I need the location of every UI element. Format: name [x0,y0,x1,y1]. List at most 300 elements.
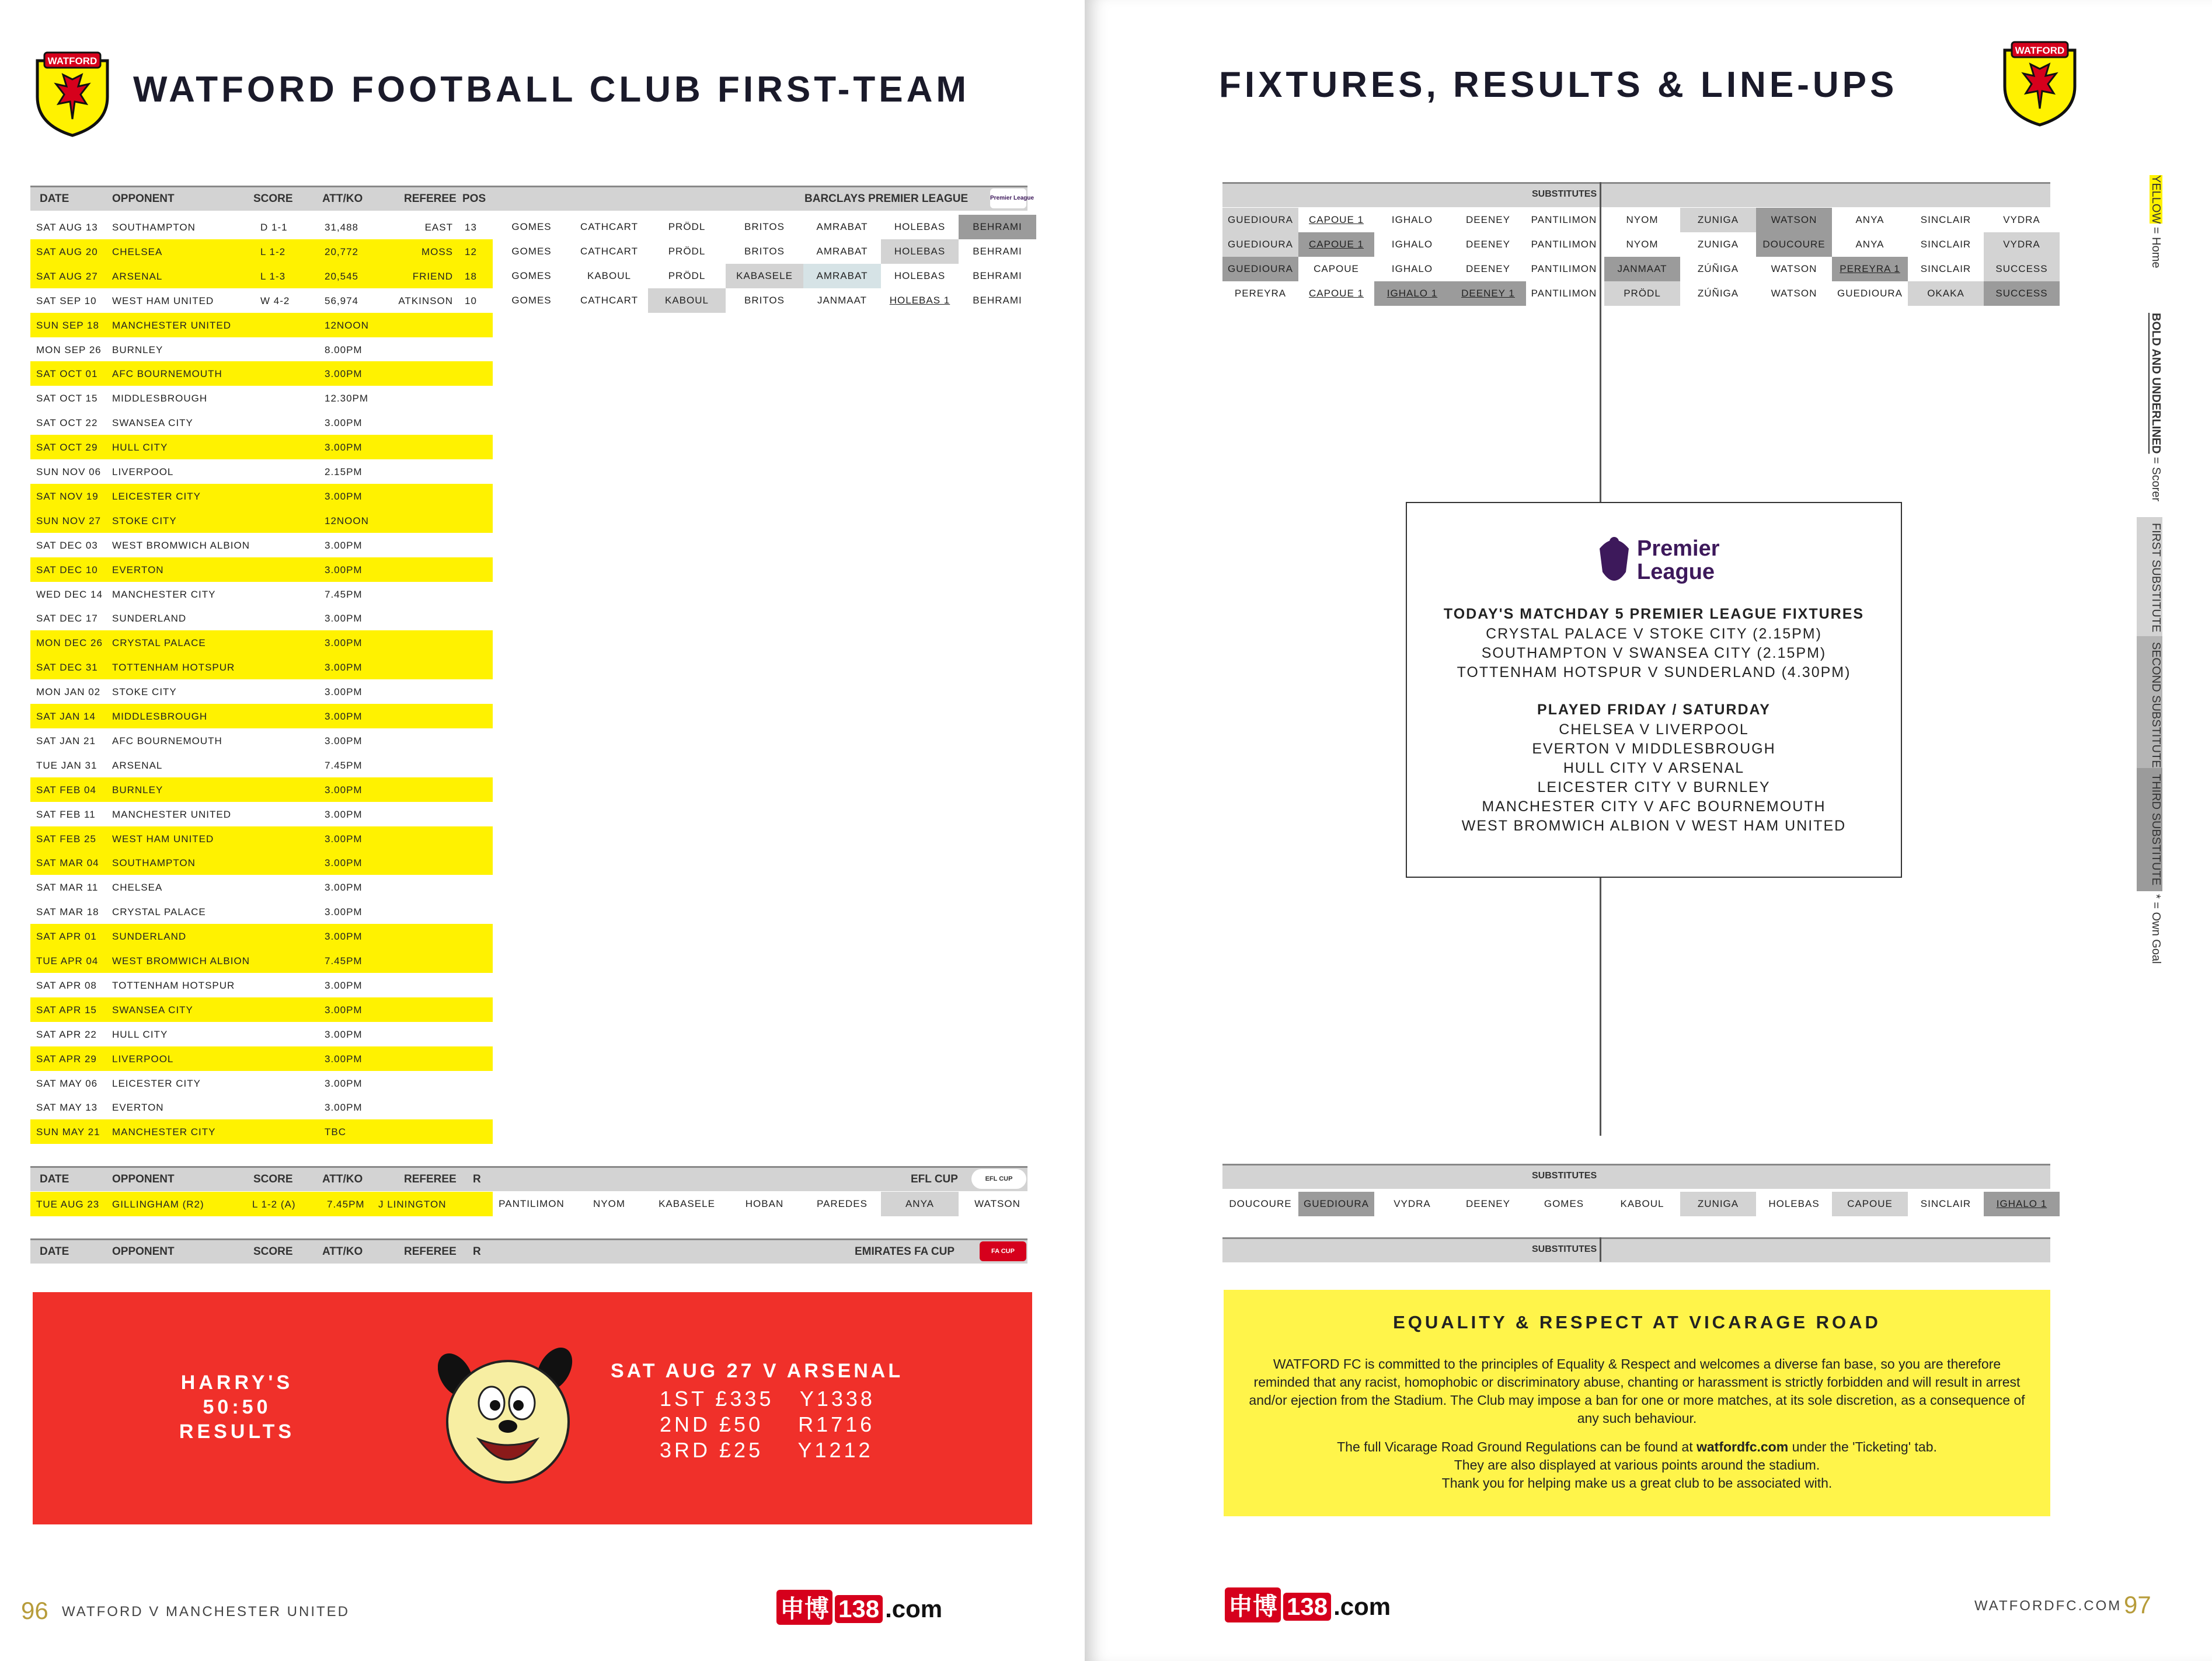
fixture-ko: 3.00PM [325,1102,363,1114]
player-cell: GUEDIOURA [1222,208,1298,232]
fixture-opp: MANCHESTER UNITED [112,319,232,331]
fixture-row [30,655,493,679]
player-cell: PRÖDL [668,221,706,232]
fixture-opp: STOKE CITY [112,515,177,526]
colour-key-legend [2137,175,2172,992]
fixture-opp: EVERTON [112,564,164,575]
fixture-row [30,386,493,410]
left-page [0,0,1085,1661]
player-cell: CATHCART [580,221,638,232]
fa-cup-logo: FA CUP [980,1241,1026,1261]
page-title-right: FIXTURES, RESULTS & LINE-UPS [1219,65,1898,105]
fixture-date: SAT JAN 14 [36,711,96,722]
player-cell: KABOUL [648,288,726,313]
header-attko: ATT/KO [322,1245,363,1258]
player-cell: CAPOUE [1314,263,1359,274]
header-date: DATE [40,1245,69,1258]
sub-cell: NYOM [1626,214,1659,225]
player-cell: PRÖDL [668,245,706,257]
player-cell: CAPOUE 1 [1309,287,1364,299]
harry-result-3: 3RD £25 Y1212 [660,1438,873,1462]
fixture-date: SAT NOV 19 [36,490,99,502]
fixture-date: SAT MAR 18 [36,906,99,918]
fixture-row [30,802,493,826]
fixture-date: SAT APR 01 [36,931,97,943]
harry-title-1: HARRY'S [180,1372,294,1394]
fixture-score: L 1-2 [260,246,286,257]
sub-cell: VYDRA [1984,232,2060,257]
efl-score: L 1-2 (A) [252,1199,296,1210]
fixture-date: SUN NOV 27 [36,515,102,526]
pl-logo-line1: Premier [1637,536,1720,561]
fixture-row [30,899,493,924]
fixture-row [30,557,493,582]
player-cell: DEENEY [1466,263,1510,274]
fixture-ko: 3.00PM [325,1053,363,1065]
player-cell: DEENEY [1466,1198,1510,1209]
fixture-date: SUN SEP 18 [36,319,99,331]
played-fixture: MANCHESTER CITY V AFC BOURNEMOUTH [1482,798,1826,815]
player-cell: GUEDIOURA [1222,257,1298,281]
fixture-row [30,410,493,435]
player-cell: DEENEY [1466,238,1510,250]
player-cell: PANTILIMON [1531,263,1597,274]
pl-table-header [30,186,1034,211]
player-cell: IGHALO [1391,238,1433,250]
efl-subs-header [1222,1164,2050,1189]
fixture-opp: SUNDERLAND [112,931,187,943]
player-cell: BEHRAMI [973,245,1022,257]
divider-line [1600,1237,1601,1262]
fixture-row [30,1119,493,1144]
sub-cell: NYOM [1626,238,1659,250]
premier-league-logo [1594,531,1722,589]
fixture-ko: 3.00PM [325,442,363,453]
harry-title-2: 50:50 [203,1396,271,1418]
fixture-opp: CRYSTAL PALACE [112,906,206,918]
fixture-date: SAT MAR 11 [36,882,99,894]
player-cell: PANTILIMON [1531,214,1597,225]
fixture-date: SAT MAY 13 [36,1102,98,1114]
fixture-date: SAT DEC 03 [36,539,98,551]
player-cell: HOLEBAS [894,270,946,281]
competition-name: EMIRATES FA CUP [855,1245,955,1258]
fixture-date: SAT DEC 17 [36,613,98,624]
fixture-row [30,1022,493,1046]
sub-cell: HOLEBAS [1768,1198,1820,1209]
today-fixtures-list [1407,624,1901,682]
player-cell: GOMES [1544,1198,1584,1209]
fixture-score: D 1-1 [260,222,288,233]
fixture-date: SUN NOV 06 [36,466,102,477]
header-r: R [473,1245,481,1258]
fixture-ko: 3.00PM [325,1077,363,1089]
fixture-score: L 1-3 [260,270,286,282]
fixture-date: SAT MAR 04 [36,857,99,869]
player-cell: DOUCOURE [1229,1198,1292,1209]
pl-subs-header [1222,182,2050,207]
legend-own-goal: * = Own Goal [2150,894,2162,964]
player-cell: HOLEBAS [881,239,959,264]
page-number-left: 96 [21,1597,48,1624]
player-cell: HOLEBAS 1 [889,294,950,306]
harry-title-3: RESULTS [179,1421,295,1443]
player-cell: CATHCART [580,294,638,306]
fixture-ko: 3.00PM [325,979,363,991]
legend-home: YELLOW = Home [2150,175,2162,268]
fixture-date: TUE JAN 31 [36,759,97,771]
equality-paragraph: WATFORD FC is committed to the principles of Equality & Respect and welcomes a diverse fan base, so you are therefore reminded that any racist, homophobic or discriminatory abuse, chanting or harassment is strictly forbidden and will result in arrest and/or ejection from the Stadium. The Club may impose a ban for one or more matches, at its sole discretion, as a consequence of any such behaviour. [1249,1356,2025,1426]
fa-table-header [30,1238,1027,1264]
fixture-opp: SOUTHAMPTON [112,222,196,233]
substitutes-label: SUBSTITUTES [1532,189,1597,199]
fixture-date: SAT FEB 25 [36,833,96,845]
fixture-ko: 3.00PM [325,784,363,795]
player-cell: BRITOS [744,221,785,232]
subs-row [1604,1192,2130,1216]
fixture-opp: SOUTHAMPTON [112,857,196,869]
today-fixture: CRYSTAL PALACE V STOKE CITY (2.15PM) [1486,626,1822,642]
harry-results [611,1360,903,1463]
lineup-row [493,215,1022,239]
fixture-ko: 2.15PM [325,466,363,477]
player-cell: BEHRAMI [973,270,1022,281]
fixture-date: SAT APR 29 [36,1053,97,1065]
fixture-date: TUE APR 04 [36,955,99,966]
footer-left: WATFORD V MANCHESTER UNITED [62,1604,350,1620]
thanks-line: Thank you for helping make us a great club to be associated with. [1441,1475,1833,1491]
fixture-ko: 3.00PM [325,1028,363,1040]
fixture-ko: 3.00PM [325,1004,363,1016]
competition-name: EFL CUP [911,1173,958,1185]
player-cell: GOMES [511,270,552,281]
fixture-opp: ARSENAL [112,759,163,771]
sponsor-logo-left: 申博 138 .com [776,1590,942,1625]
efl-cup-logo: EFL CUP [971,1169,1026,1189]
legend-second-sub: SECOND SUBSTITUTE [2137,636,2162,774]
fixture-opp: WEST HAM UNITED [112,295,214,306]
player-cell: GUEDIOURA [1222,232,1298,257]
fixture-date: MON DEC 26 [36,637,103,649]
fixture-row [30,435,493,459]
subs-row [1604,257,2130,281]
fixture-date: SAT OCT 15 [36,393,98,404]
fixture-ko: 3.00PM [325,613,363,624]
fixture-ko: 12.30PM [325,393,369,404]
fixture-opp: STOKE CITY [112,686,177,698]
header-opponent: OPPONENT [112,1245,175,1258]
player-cell: IGHALO 1 [1374,281,1450,306]
fixture-opp: ARSENAL [112,270,163,282]
harrys-5050-banner [33,1292,1032,1524]
harry-match: SAT AUG 27 V ARSENAL [611,1360,904,1382]
today-fixture: TOTTENHAM HOTSPUR V SUNDERLAND (4.30PM) [1457,664,1851,681]
sub-cell: SUCCESS [1984,257,2060,281]
player-cell: CATHCART [580,245,638,257]
fixture-row [30,973,493,997]
lineup-row [493,1192,1018,1216]
fixture-opp: LIVERPOOL [112,1053,174,1065]
fixture-ko: 3.00PM [325,833,363,845]
played-heading: PLAYED FRIDAY / SATURDAY [1537,702,1771,718]
fixture-opp: MANCHESTER CITY [112,1126,216,1138]
fixture-opp: MIDDLESBROUGH [112,393,208,404]
header-score: SCORE [253,193,293,205]
header-referee: REFEREE [404,193,457,205]
player-cell: PEREYRA [1234,287,1287,299]
legend-first-sub: FIRST SUBSTITUTE [2137,517,2162,638]
fixture-date: SAT APR 08 [36,979,97,991]
header-pos: POS [462,193,486,205]
sub-cell: ZÚÑIGA [1697,263,1739,274]
fixture-score: W 4-2 [260,295,290,306]
player-cell: PRÖDL [668,270,706,281]
fixture-date: SAT FEB 04 [36,784,96,795]
lineup-row [493,264,1022,288]
svg-text:WATFORD: WATFORD [2015,45,2065,56]
stadium-line: They are also displayed at various points around the stadium. [1454,1457,1820,1472]
player-cell: GOMES [511,294,552,306]
today-fixture: SOUTHAMPTON V SWANSEA CITY (2.15PM) [1481,645,1827,661]
fixture-row [30,1071,493,1095]
fixture-opp: LIVERPOOL [112,466,174,477]
fixture-ko: 3.00PM [325,686,363,698]
header-date: DATE [40,193,69,205]
fixture-opp: MANCHESTER CITY [112,588,216,600]
fixture-opp: LEICESTER CITY [112,1077,201,1089]
fixture-ko: 12NOON [325,319,369,331]
header-attko: ATT/KO [322,1173,363,1185]
fixture-date: SAT OCT 29 [36,442,98,453]
player-cell: JANMAAT [817,294,868,306]
player-cell: DEENEY 1 [1450,281,1526,306]
fixture-opp: HULL CITY [112,1028,168,1040]
player-cell: PANTILIMON [1531,287,1597,299]
fixture-opp: MANCHESTER UNITED [112,808,232,820]
sub-cell: IGHALO 1 [1984,1192,2060,1216]
fixture-date: SAT OCT 01 [36,368,98,380]
fixture-ref: MOSS [421,246,453,257]
fixture-pos: 18 [465,270,477,282]
header-score: SCORE [253,1173,293,1185]
fixture-opp: TOTTENHAM HOTSPUR [112,662,235,674]
header-referee: REFEREE [404,1173,457,1185]
played-fixtures-list [1407,720,1901,836]
fixture-ko: 3.00PM [325,906,363,918]
fixture-row [30,924,493,948]
substitutes-label: SUBSTITUTES [1532,1244,1597,1254]
player-cell: BRITOS [744,294,785,306]
sub-cell: ANYA [1855,214,1884,225]
fixture-date: MON SEP 26 [36,344,102,355]
fixture-row [30,875,493,899]
fixture-row [30,239,493,264]
fixture-ko: 3.00PM [325,882,363,894]
fixture-row [30,337,493,362]
fixture-row [30,948,493,973]
fixture-ko: 3.00PM [325,711,363,722]
regulations-line: The full Vicarage Road Ground Regulations can be found at watfordfc.com under the 'Ticketing' tab. [1337,1439,1937,1454]
watford-crest-left [33,50,112,138]
sub-cell: WATSON [1756,208,1832,232]
page-number-right: 97 [2124,1591,2151,1618]
player-cell: ANYA [881,1192,959,1216]
fixture-row [30,704,493,728]
fixture-date: SAT OCT 22 [36,417,98,429]
legend-third-sub: THIRD SUBSTITUTE [2137,768,2162,891]
fixture-row [30,582,493,606]
fixture-opp: BURNLEY [112,344,163,355]
equality-respect-box [1224,1290,2050,1516]
fixture-row [30,533,493,557]
legend-scorer: BOLD AND UNDERLINED = Scorer [2150,313,2162,502]
pl-logo-line2: League [1637,560,1715,584]
fixture-date: SAT APR 22 [36,1028,97,1040]
fixture-row [30,484,493,508]
fixture-opp: BURNLEY [112,784,163,795]
player-cell: PANTILIMON [499,1198,565,1209]
matchday-fixtures-box [1406,502,1902,878]
fixture-opp: SWANSEA CITY [112,1004,193,1016]
subs-row [1604,281,2130,306]
sub-cell: WATSON [1771,263,1817,274]
efl-date: TUE AUG 23 [36,1199,100,1210]
page-title-left: WATFORD FOOTBALL CLUB FIRST-TEAM [133,69,970,110]
fixture-date: SAT AUG 20 [36,246,98,257]
fixture-row [30,313,493,337]
sub-cell: ZUNIGA [1680,208,1756,232]
watford-crest-right [2000,40,2079,127]
sub-cell: PEREYRA 1 [1832,257,1908,281]
header-score: SCORE [253,1245,293,1258]
fixture-ko: 3.00PM [325,417,363,429]
sub-cell: ZÚÑIGA [1697,287,1739,299]
player-cell: AMRABAT [816,221,868,232]
fixture-row [30,1095,493,1119]
player-cell: WATSON [974,1198,1020,1209]
fixture-ko: 3.00PM [325,490,363,502]
fixture-date: SAT SEP 10 [36,295,97,306]
sub-cell: SINCLAIR [1920,263,1971,274]
sub-cell: WATSON [1771,287,1817,299]
fixture-row [30,459,493,484]
fixture-opp: CHELSEA [112,246,163,257]
player-cell: BEHRAMI [973,294,1022,306]
fixture-pos: 12 [465,246,477,257]
fixture-ref: FRIEND [412,270,453,282]
player-cell: HOBAN [745,1198,784,1209]
fixture-opp: CRYSTAL PALACE [112,637,206,649]
player-cell: DEENEY [1466,214,1510,225]
fixture-row [30,850,493,875]
sub-cell: SINCLAIR [1920,1198,1971,1209]
sub-cell: DOUCOURE [1756,232,1832,257]
fixture-row [30,264,493,288]
fixture-date: SAT AUG 13 [36,222,98,233]
fixture-pos: 10 [465,295,477,306]
player-cell: CAPOUE 1 [1309,214,1364,225]
header-referee: REFEREE [404,1245,457,1258]
watfordfc-link[interactable]: watfordfc.com [1697,1439,1789,1454]
lineup-row [493,239,1022,264]
competition-name: BARCLAYS PREMIER LEAGUE [804,193,969,205]
fixture-ko: 3.00PM [325,857,363,869]
fixture-opp: EVERTON [112,1102,164,1114]
player-cell: PANTILIMON [1531,238,1597,250]
sub-cell: SUCCESS [1984,281,2060,306]
fixture-ko: 3.00PM [325,539,363,551]
harry-result-2: 2ND £50 R1716 [660,1412,875,1436]
subs-row [1604,232,2130,257]
fixture-row [30,606,493,630]
player-cell: VYDRA [1394,1198,1431,1209]
player-cell: HOLEBAS [894,221,946,232]
efl-referee: J LININGTON [378,1199,447,1210]
sub-cell: SINCLAIR [1920,238,1971,250]
sponsor-logo-right: 申博 138 .com [1225,1587,1391,1622]
fixture-ko: 12NOON [325,515,369,526]
efl-table-header [30,1166,1027,1191]
fixture-ko: 3.00PM [325,368,363,380]
lineup-row [493,288,1022,313]
played-fixture: EVERTON V MIDDLESBROUGH [1532,741,1776,757]
fixture-date: SUN MAY 21 [36,1126,100,1138]
player-cell: AMRABAT [803,264,881,288]
fixture-opp: CHELSEA [112,882,163,894]
fixture-date: SAT DEC 10 [36,564,98,575]
fixture-ko: 3.00PM [325,637,363,649]
sub-cell: ANYA [1855,238,1884,250]
fixture-ko: 20,772 [325,246,358,257]
subs-row [1604,208,2130,232]
player-cell: KABASELE [726,264,803,288]
fixture-date: SAT DEC 31 [36,662,98,674]
fixture-opp: SWANSEA CITY [112,417,193,429]
svg-text:WATFORD: WATFORD [47,55,97,67]
right-page [1085,0,2212,1661]
fixture-date: SAT AUG 27 [36,270,98,282]
sub-cell: CAPOUE [1832,1192,1908,1216]
header-opponent: OPPONENT [112,1173,175,1185]
player-cell: GUEDIOURA [1298,1192,1374,1216]
fixture-opp: WEST BROMWICH ALBION [112,539,250,551]
fixture-ko: TBC [325,1126,346,1138]
sub-cell: ZUNIGA [1680,1192,1756,1216]
fixture-pos: 13 [465,222,477,233]
fixture-ko: 7.45PM [325,759,363,771]
player-cell: BRITOS [744,245,785,257]
fixture-opp: WEST BROMWICH ALBION [112,955,250,966]
fixture-row [30,777,493,802]
player-cell: KABASELE [659,1198,715,1209]
matchday-heading: TODAY'S MATCHDAY 5 PREMIER LEAGUE FIXTURES [1443,606,1865,622]
player-cell: BEHRAMI [959,215,1036,239]
fixture-opp: AFC BOURNEMOUTH [112,735,222,746]
footer-right: WATFORDFC.COM [1974,1598,2122,1614]
header-attko: ATT/KO [322,193,363,205]
fixture-ko: 7.45PM [325,955,363,966]
player-cell: KABOUL [587,270,631,281]
sub-cell: JANMAAT [1604,257,1680,281]
fixture-date: SAT FEB 11 [36,808,96,820]
fixture-ko: 20,545 [325,270,358,282]
sub-cell: SINCLAIR [1920,214,1971,225]
premier-league-logo-small: Premier League [990,189,1026,208]
fixture-row [30,997,493,1022]
fixture-ko: 7.45PM [325,588,363,600]
fixture-row [30,728,493,753]
player-cell: CAPOUE 1 [1298,232,1374,257]
